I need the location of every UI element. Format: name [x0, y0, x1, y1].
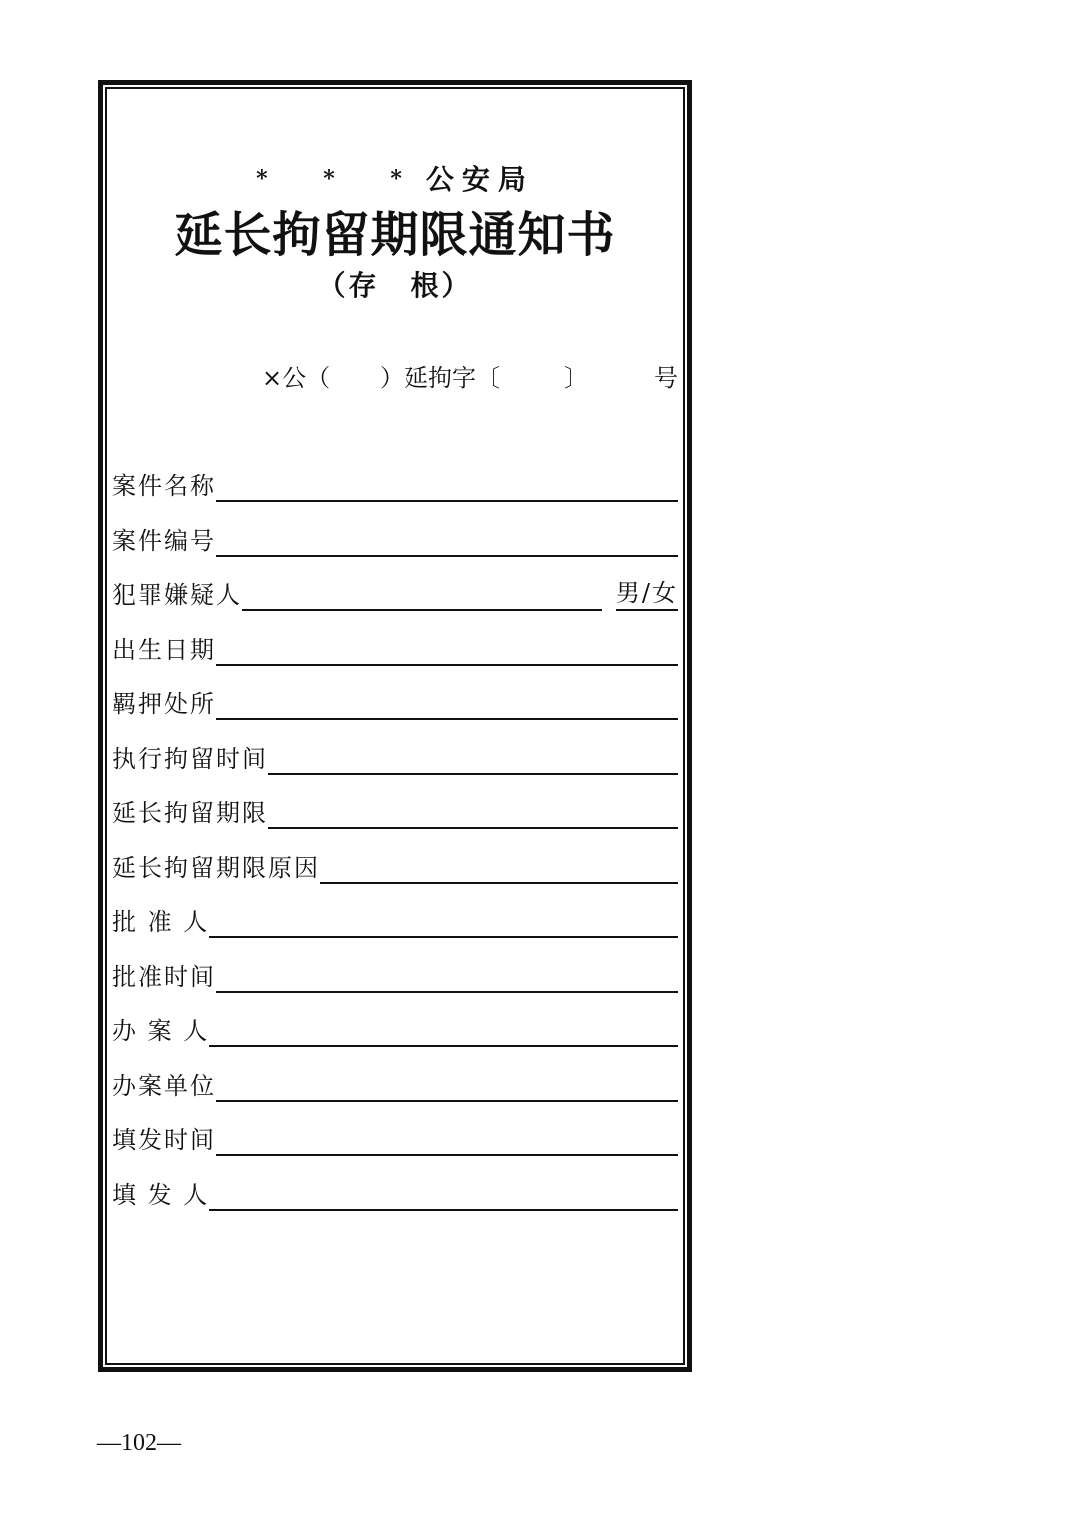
fill-line[interactable] — [216, 961, 678, 993]
field-extension-reason[interactable] — [112, 844, 678, 884]
issuing-agency — [0, 158, 790, 198]
field-case-name[interactable] — [112, 462, 678, 502]
fill-line[interactable] — [242, 579, 602, 611]
doc-number-middle: ）延拘字〔 — [380, 364, 500, 392]
fill-line[interactable] — [268, 797, 678, 829]
field-label: 出生日期 — [112, 636, 216, 664]
agency-name: 公安局 — [425, 163, 534, 196]
field-label: 延长拘留期限 — [112, 799, 268, 827]
field-label: 批准时间 — [112, 963, 216, 991]
field-issue-time[interactable] — [112, 1116, 678, 1156]
field-label: 批 准 人 — [112, 908, 210, 936]
fill-line[interactable] — [216, 1124, 678, 1156]
field-detention-place[interactable] — [112, 680, 678, 720]
field-handling-unit[interactable] — [112, 1062, 678, 1102]
field-label: 延长拘留期限原因 — [112, 854, 320, 882]
document-title: 延长拘留期限通知书 — [174, 207, 616, 263]
field-label: 填发时间 — [112, 1126, 216, 1154]
field-label: 办案单位 — [112, 1072, 216, 1100]
field-issuer[interactable] — [112, 1171, 678, 1211]
fill-line[interactable] — [320, 852, 678, 884]
fill-line[interactable] — [209, 1015, 678, 1047]
field-extension-period[interactable] — [112, 789, 678, 829]
document-subtitle: （存 根） — [317, 269, 473, 302]
gender-option[interactable]: 男/女 — [616, 577, 678, 611]
field-label: 案件名称 — [112, 472, 216, 500]
field-case-number[interactable] — [112, 517, 678, 557]
fill-line[interactable] — [209, 1179, 678, 1211]
fill-line[interactable] — [216, 470, 678, 502]
fill-line[interactable] — [216, 688, 678, 720]
field-label: 犯罪嫌疑人 — [112, 581, 242, 609]
field-label: 填 发 人 — [112, 1181, 210, 1209]
fill-line[interactable] — [216, 525, 678, 557]
field-label: 羁押处所 — [112, 690, 216, 718]
field-case-officer[interactable] — [112, 1007, 678, 1047]
doc-number-suffix: 号 — [654, 364, 678, 392]
field-label: 执行拘留时间 — [112, 745, 268, 773]
field-suspect[interactable] — [112, 571, 678, 611]
doc-number-bracket-close: 〕 — [564, 364, 588, 392]
field-label: 案件编号 — [112, 527, 216, 555]
field-approver[interactable] — [112, 898, 678, 938]
field-birth-date[interactable] — [112, 626, 678, 666]
document-number — [262, 358, 682, 392]
doc-number-prefix: ×公（ — [262, 364, 331, 392]
field-detention-time[interactable] — [112, 735, 678, 775]
field-label: 办 案 人 — [112, 1017, 210, 1045]
fill-line[interactable] — [216, 634, 678, 666]
field-approval-time[interactable] — [112, 953, 678, 993]
fill-line[interactable] — [209, 906, 678, 938]
fill-line[interactable] — [268, 743, 678, 775]
fill-line[interactable] — [216, 1070, 678, 1102]
page-number: —102— — [97, 1430, 181, 1456]
agency-placeholder-stars: * * * — [256, 166, 426, 192]
